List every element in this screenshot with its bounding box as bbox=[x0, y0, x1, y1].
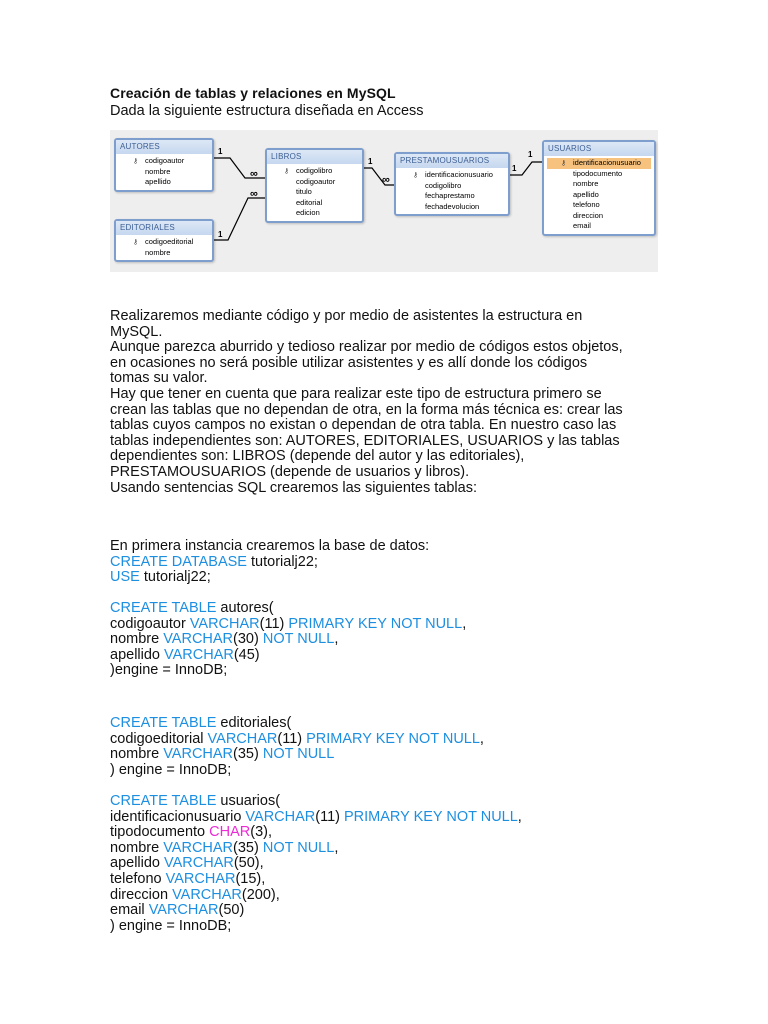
usuarios-table-title: USUARIOS bbox=[544, 142, 654, 156]
code-fragment: direccion bbox=[110, 886, 173, 903]
code-line bbox=[110, 872, 522, 888]
prestamousuarios-field: fechaprestamo bbox=[425, 191, 475, 200]
code-fragment: codigoeditorial bbox=[110, 730, 208, 747]
sql-keyword: VARCHAR bbox=[189, 615, 260, 632]
code-line: ) engine = InnoDB; bbox=[110, 917, 232, 934]
code-fragment: identificacionusuario bbox=[573, 158, 641, 167]
sql-keyword: CHAR bbox=[209, 824, 251, 841]
prestamousuarios-table-title: PRESTAMOUSUARIOS bbox=[396, 154, 508, 168]
page-subtitle: Dada la siguiente estructura diseñada en Access bbox=[110, 103, 424, 119]
code-line bbox=[110, 570, 429, 586]
one-label: 1 bbox=[218, 230, 223, 239]
primary-key-icon: ⚷ bbox=[133, 239, 139, 246]
code-line bbox=[110, 632, 466, 648]
code-line bbox=[110, 732, 484, 748]
autores-field: apellido bbox=[145, 177, 171, 186]
text-line: tablas independientes son: AUTORES, EDITORIALES, USUARIOS y las tablas bbox=[110, 432, 620, 449]
editoriales-table bbox=[114, 219, 214, 262]
text-line: Realizaremos mediante código y por medio de asistentes la estructura en bbox=[110, 308, 583, 324]
text-line: tomas su valor. bbox=[110, 370, 208, 387]
code-fragment: (11) bbox=[277, 730, 307, 747]
page-title: Creación de tablas y relaciones en MySQL bbox=[110, 85, 396, 101]
many-label: ∞ bbox=[250, 188, 258, 200]
text-line: en ocasiones no será posible utilizar asistentes y es allí donde los códigos bbox=[110, 354, 588, 371]
code-fragment: apellido bbox=[110, 855, 165, 872]
code-fragment: codigoeditorial bbox=[145, 237, 194, 246]
code-fragment: (50), bbox=[233, 855, 264, 872]
autores-code bbox=[110, 601, 466, 679]
many-label: ∞ bbox=[250, 168, 258, 180]
sql-keyword: NOT NULL bbox=[262, 746, 335, 763]
one-label: 1 bbox=[368, 157, 373, 166]
code-fragment: nombre bbox=[110, 746, 164, 763]
one-label: 1 bbox=[512, 164, 517, 173]
sql-keyword: VARCHAR bbox=[165, 870, 236, 887]
code-fragment: nombre bbox=[110, 631, 164, 648]
database-code bbox=[110, 539, 429, 586]
code-fragment: (30) bbox=[233, 631, 263, 648]
sql-keyword: NOT NULL bbox=[262, 631, 335, 648]
code-fragment: usuarios( bbox=[216, 793, 281, 809]
editoriales-table-title: EDITORIALES bbox=[116, 221, 212, 235]
sql-keyword: VARCHAR bbox=[245, 808, 316, 825]
code-intro: En primera instancia crearemos la base de datos: bbox=[110, 538, 430, 554]
usuarios-field: telefono bbox=[573, 200, 600, 209]
editoriales-field: nombre bbox=[145, 247, 171, 257]
usuarios-field: apellido bbox=[573, 189, 599, 199]
sql-keyword: PRIMARY KEY NOT NULL bbox=[288, 615, 463, 632]
code-line bbox=[110, 555, 429, 571]
primary-key-icon: ⚷ bbox=[413, 172, 419, 179]
code-fragment: autores( bbox=[216, 600, 274, 616]
usuarios-field: direccion bbox=[573, 210, 604, 220]
sql-keyword: VARCHAR bbox=[148, 902, 219, 919]
code-line bbox=[110, 888, 522, 904]
sql-keyword: VARCHAR bbox=[164, 646, 234, 663]
usuarios-field: tipodocumento bbox=[573, 168, 623, 178]
usuarios-field bbox=[547, 158, 651, 169]
sql-keyword: CREATE TABLE bbox=[110, 793, 217, 809]
text-line: MySQL. bbox=[110, 323, 163, 340]
code-fragment: (45) bbox=[233, 646, 260, 663]
code-fragment: tipodocumento bbox=[110, 824, 210, 841]
sql-keyword: PRIMARY KEY NOT NULL bbox=[344, 808, 518, 825]
code-line: ) engine = InnoDB; bbox=[110, 761, 232, 778]
sql-keyword: VARCHAR bbox=[207, 730, 278, 747]
code-fragment: (11) bbox=[315, 808, 344, 825]
code-line bbox=[110, 856, 522, 872]
usuarios-field: nombre bbox=[573, 179, 599, 188]
many-label: ∞ bbox=[382, 174, 390, 186]
primary-key-icon: ⚷ bbox=[284, 168, 290, 175]
relationship-diagram bbox=[110, 130, 658, 272]
primary-key-icon: ⚷ bbox=[133, 158, 139, 165]
code-line bbox=[110, 648, 466, 664]
code-fragment: codigoautor bbox=[145, 156, 185, 165]
code-line bbox=[110, 903, 522, 919]
code-fragment: nombre bbox=[110, 839, 164, 856]
code-fragment: tutorialj22; bbox=[139, 569, 211, 586]
code-fragment: email bbox=[110, 902, 149, 919]
code-fragment: (200), bbox=[241, 886, 280, 903]
one-label: 1 bbox=[528, 150, 533, 159]
text-line: Usando sentencias SQL crearemos las siguientes tablas: bbox=[110, 479, 477, 496]
code-fragment: , bbox=[334, 631, 339, 648]
text-line: dependientes son: LIBROS (depende del autor y las editoriales), bbox=[110, 448, 525, 465]
usuarios-table bbox=[542, 140, 656, 236]
code-line bbox=[110, 825, 522, 841]
autores-field bbox=[119, 156, 209, 167]
text-line: Hay que tener en cuenta que para realizar este tipo de estructura primero se bbox=[110, 385, 602, 402]
code-fragment: identificacionusuario bbox=[110, 808, 246, 825]
sql-keyword: PRIMARY KEY NOT NULL bbox=[306, 730, 480, 747]
code-fragment: apellido bbox=[110, 646, 165, 663]
usuarios-code bbox=[110, 794, 522, 934]
code-fragment: (11) bbox=[259, 615, 289, 632]
sql-keyword: NOT NULL bbox=[262, 839, 335, 856]
primary-key-icon: ⚷ bbox=[561, 160, 567, 167]
libros-field: editorial bbox=[296, 197, 323, 207]
editoriales-code bbox=[110, 716, 484, 778]
libros-table-title: LIBROS bbox=[267, 150, 362, 164]
sql-keyword: CREATE TABLE bbox=[110, 600, 217, 616]
code-fragment: , bbox=[517, 808, 522, 825]
libros-field: edicion bbox=[296, 208, 320, 217]
code-fragment: , bbox=[479, 730, 484, 747]
code-line bbox=[110, 601, 466, 617]
sql-keyword: CREATE TABLE bbox=[110, 715, 217, 731]
code-fragment: (35) bbox=[233, 746, 263, 763]
code-line bbox=[110, 716, 484, 732]
code-line bbox=[110, 794, 522, 810]
explanation-text bbox=[110, 309, 623, 496]
sql-keyword: VARCHAR bbox=[163, 839, 234, 856]
code-fragment: (50) bbox=[218, 902, 245, 919]
prestamousuarios-table bbox=[394, 152, 510, 216]
sql-keyword: VARCHAR bbox=[164, 855, 234, 872]
code-line bbox=[110, 747, 484, 763]
sql-keyword: VARCHAR bbox=[172, 886, 242, 903]
text-line: tablas cuyos campos no existan o dependan de otra tabla. En nuestro caso las bbox=[110, 417, 617, 434]
autores-field: nombre bbox=[145, 166, 171, 176]
editoriales-field bbox=[119, 237, 209, 248]
code-fragment: (15), bbox=[235, 870, 266, 887]
sql-keyword: VARCHAR bbox=[163, 631, 234, 648]
text-line: crean las tablas que no dependan de otra, en la forma más técnica es: crear las bbox=[110, 401, 623, 418]
prestamousuarios-field: fechadevolucion bbox=[425, 201, 480, 211]
code-fragment: tutorialj22; bbox=[246, 553, 318, 570]
code-line bbox=[110, 841, 522, 857]
code-fragment: , bbox=[462, 615, 467, 632]
code-fragment: , bbox=[334, 839, 339, 856]
code-fragment: codigoautor bbox=[110, 615, 190, 632]
libros-table bbox=[265, 148, 364, 223]
libros-field bbox=[270, 166, 359, 177]
libros-field: codigoautor bbox=[296, 176, 336, 186]
code-line bbox=[110, 810, 522, 826]
autores-table bbox=[114, 138, 214, 192]
code-line: )engine = InnoDB; bbox=[110, 662, 228, 679]
autores-table-title: AUTORES bbox=[116, 140, 212, 154]
sql-keyword: USE bbox=[110, 569, 140, 586]
code-fragment: identificacionusuario bbox=[425, 170, 493, 179]
usuarios-field: email bbox=[573, 221, 591, 230]
one-label: 1 bbox=[218, 147, 223, 156]
code-line bbox=[110, 617, 466, 633]
code-fragment: (35) bbox=[233, 839, 263, 856]
sql-keyword: CREATE DATABASE bbox=[110, 553, 247, 570]
sql-keyword: VARCHAR bbox=[163, 746, 234, 763]
libros-field: titulo bbox=[296, 187, 312, 196]
text-line: PRESTAMOUSUARIOS (depende de usuarios y libros). bbox=[110, 463, 470, 480]
prestamousuarios-field bbox=[399, 170, 505, 181]
text-line: Aunque parezca aburrido y tedioso realizar por medio de códigos estos objetos, bbox=[110, 339, 623, 356]
prestamousuarios-field: codigolibro bbox=[425, 180, 462, 190]
code-fragment: codigolibro bbox=[296, 166, 333, 175]
code-fragment: telefono bbox=[110, 870, 166, 887]
code-fragment: (3), bbox=[250, 824, 272, 841]
code-fragment: editoriales( bbox=[216, 715, 292, 731]
